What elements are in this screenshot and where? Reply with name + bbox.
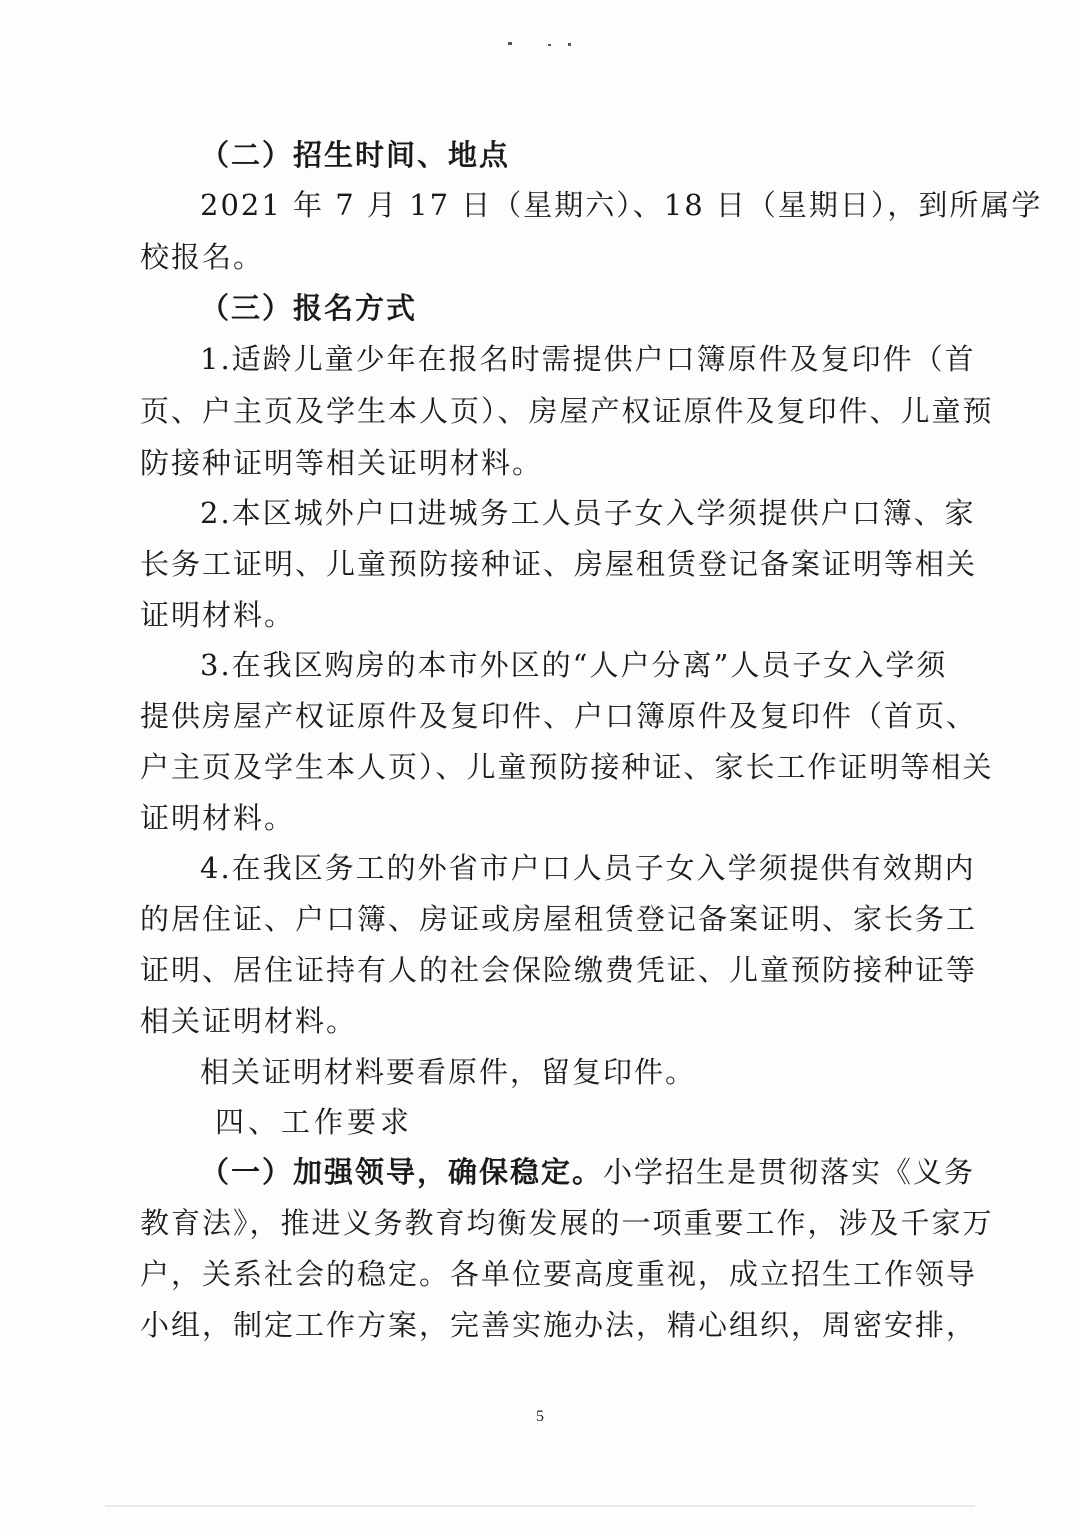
paragraph-line: 2.本区城外户口进城务工人员子女入学须提供户口簿、家 [200, 496, 976, 530]
paragraph-line: 长务工证明、儿童预防接种证、房屋租赁登记备案证明等相关 [140, 547, 978, 581]
paragraph-line: 3.在我区购房的本市外区的“人户分离”人员子女入学须 [200, 648, 948, 682]
paragraph-line: 证明材料。 [140, 801, 296, 835]
subheading-strengthen-leadership: （一）加强领导，确保稳定。 [200, 1155, 604, 1189]
page-number: 5 [536, 1408, 544, 1425]
paragraph-text: 小学招生是贯彻落实《义务 [603, 1155, 976, 1189]
paragraph-line: 提供房屋产权证原件及复印件、户口簿原件及复印件（首页、 [140, 699, 978, 733]
paragraph-line: 户主页及学生本人页）、儿童预防接种证、家长工作证明等相关 [140, 750, 994, 784]
paragraph-line: 证明、居住证持有人的社会保险缴费凭证、儿童预防接种证等 [140, 953, 978, 987]
paragraph-line: 1.适龄儿童少年在报名时需提供户口簿原件及复印件（首 [200, 342, 976, 376]
paragraph-line: 的居住证、户口簿、房证或房屋租赁登记备案证明、家长务工 [140, 902, 978, 936]
paragraph-line: 防接种证明等相关证明材料。 [140, 446, 544, 480]
scan-edge [105, 1505, 975, 1507]
paragraph-line [200, 1153, 975, 1191]
paragraph-line: 教育法》，推进义务教育均衡发展的一项重要工作，涉及千家万 [140, 1206, 994, 1240]
heading-admission-time-place: （二）招生时间、地点 [200, 138, 511, 172]
scan-mark [548, 44, 551, 46]
paragraph-line: 2021 年 7 月 17 日（星期六）、18 日（星期日），到所属学 [200, 188, 1043, 222]
paragraph-line: 户，关系社会的稳定。各单位要高度重视，成立招生工作领导 [140, 1257, 978, 1291]
paragraph-line: 页、户主页及学生本人页）、房屋产权证原件及复印件、儿童预 [140, 394, 994, 428]
heading-registration-method: （三）报名方式 [200, 291, 418, 325]
scan-mark [508, 42, 512, 45]
section-heading-work-requirements: 四、工作要求 [215, 1105, 414, 1139]
scan-mark [568, 43, 571, 46]
paragraph-line: 小组，制定工作方案，完善实施办法，精心组织，周密安排， [140, 1308, 978, 1342]
paragraph-line: 校报名。 [140, 240, 265, 274]
paragraph-line: 相关证明材料。 [140, 1004, 358, 1038]
paragraph-line: 4.在我区务工的外省市户口人员子女入学须提供有效期内 [200, 851, 976, 885]
paragraph-line: 相关证明材料要看原件，留复印件。 [200, 1055, 697, 1089]
paragraph-line: 证明材料。 [140, 598, 296, 632]
